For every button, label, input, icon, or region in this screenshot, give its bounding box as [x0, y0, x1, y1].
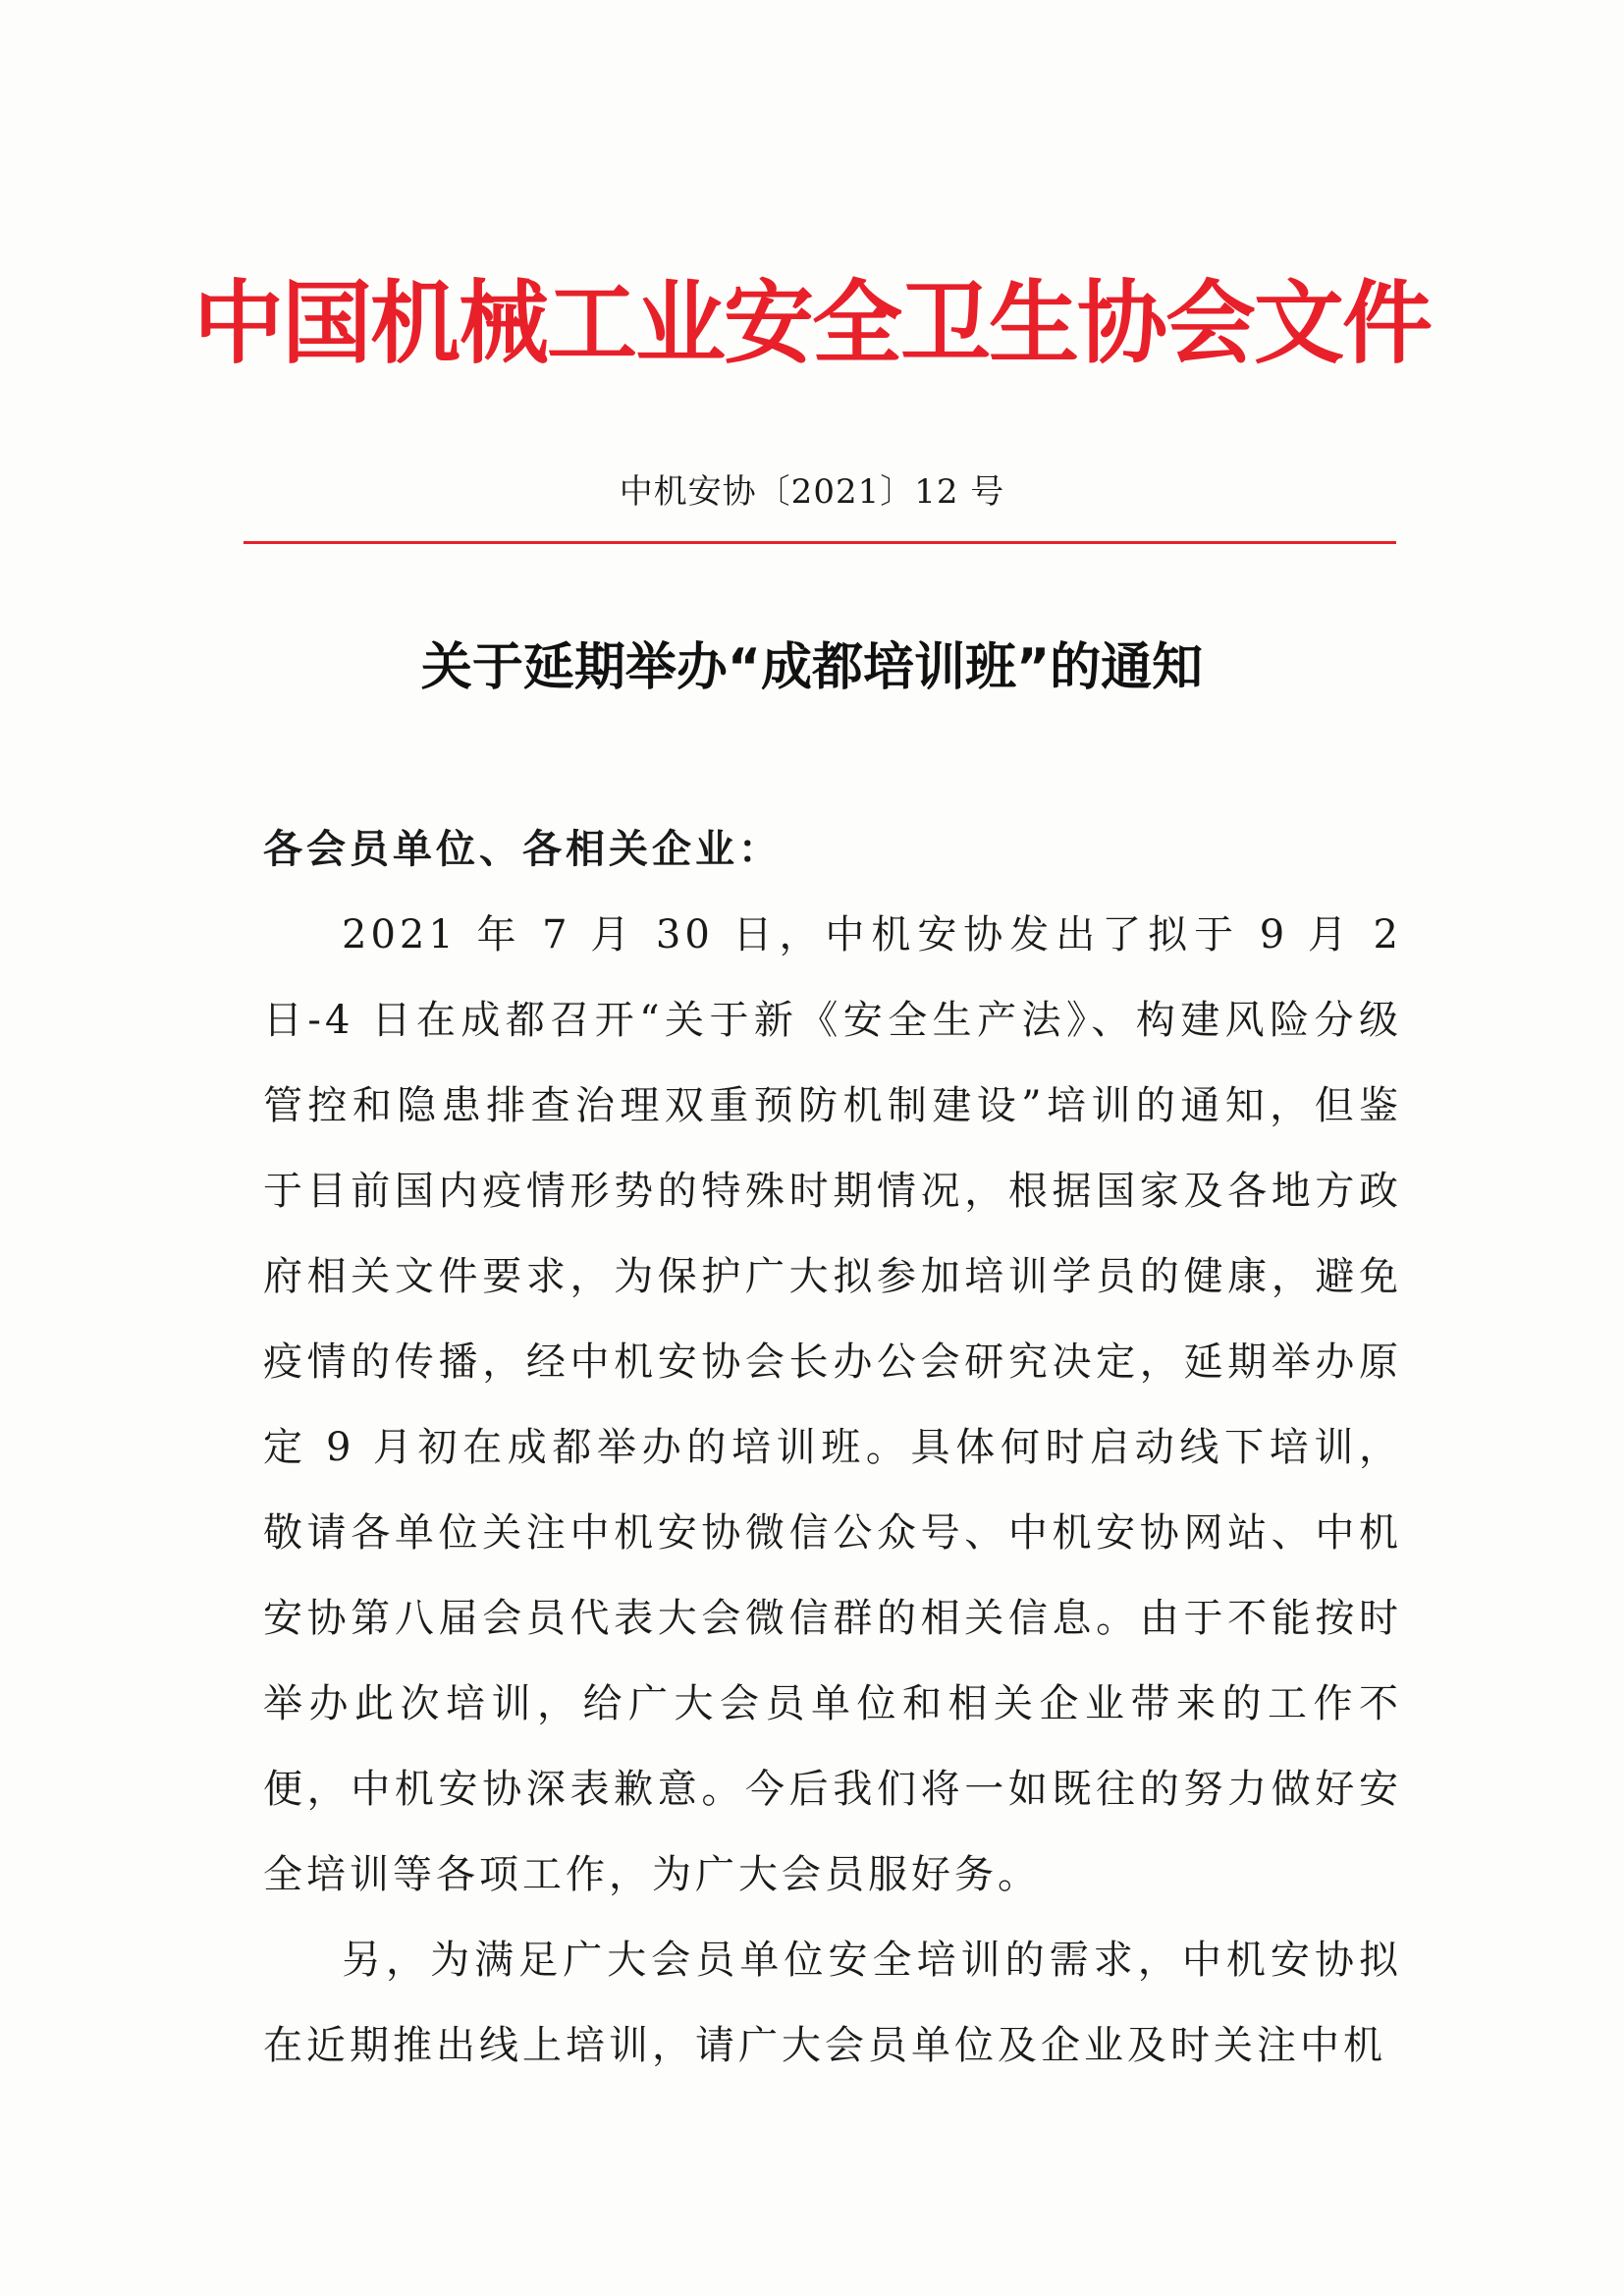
organization-letterhead-title: 中国机械工业安全卫生协会文件: [192, 271, 1431, 376]
notice-title: 关于延期举办“成都培训班”的通知: [420, 638, 1204, 697]
body-paragraph-2: 另，为满足广大会员单位安全培训的需求，中机安协拟在近期推出线上培训，请广大会员单位及企业及时关注中机: [263, 1938, 1402, 2068]
salutation: 各会员单位、各相关企业：: [263, 827, 782, 872]
letterhead-red-divider: [244, 541, 1396, 544]
notice-body: [263, 807, 1402, 2089]
body-paragraph-1: 2021 年 7 月 30 日，中机安协发出了拟于 9 月 2 日-4 日在成都召开“关于新《安全生产法》、构建风险分级管控和隐患排查治理双重预防机制建设”培训的通知，但鉴于目前国内疫情形势的特殊时期情况，根据国家及各地方政府相关文件要求，为保护广大拟参加培训学员的健康，避免疫情的传播，经中机安协会长办公会研究决定，延期举办原定 9 月初在成都举办的培训班。具体何时启动线下培训，敬请各单位关注中机安协微信公众号、中机安协网站、中机安协第八届会员代表大会微信群的相关信息。由于不能按时举办此次培训，给广大会员单位和相关企业带来的工作不便，中机安协深表歉意。今后我们将一如既往的努力做好安全培训等各项工作，为广大会员服好务。: [263, 912, 1402, 1897]
document-number: 中机安协〔2021〕12 号: [619, 472, 1005, 512]
